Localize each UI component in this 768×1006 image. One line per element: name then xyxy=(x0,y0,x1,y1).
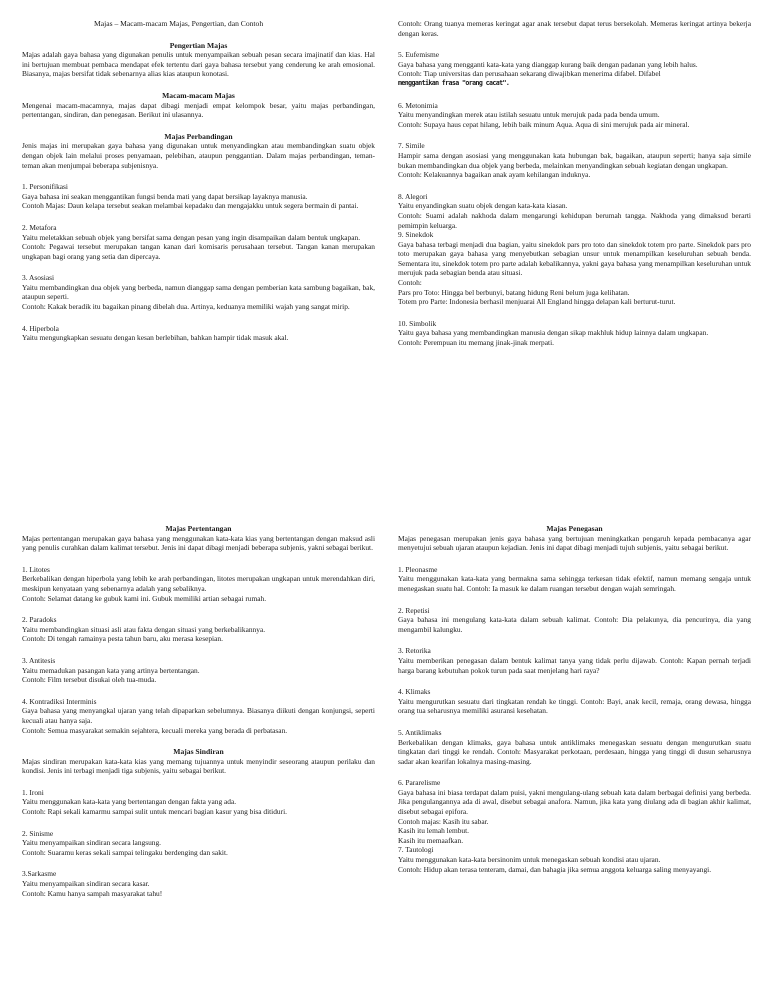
item-description: Yaitu membandingkan dua objek yang berbeda, namun dianggap sama dengan pemberian kata sambung bagaikan, bak, ataupun seperti. xyxy=(22,282,375,302)
item-description: Gaya bahasa ini seakan menggantikan fungsi benda mati yang dapat bersikap layaknya manusia. xyxy=(22,191,308,201)
item-title: 7. Simile xyxy=(398,141,425,151)
heading-macam-majas: Macam-macam Majas xyxy=(162,90,235,100)
item-text: Yaitu memberikan penegasan dalam bentuk kalimat tanya yang tidak perlu dijawab. Contoh: Kapan pernah terjadi harga barang kebutuhan pokok turun pada saat menjelang hari raya? xyxy=(398,655,751,675)
list-item-sarkasme xyxy=(22,869,375,898)
item-description: Yaitu gaya bahasa yang membandingkan manusia dengan sikap makhluk hidup lainnya dalam ungkapan. xyxy=(398,328,709,338)
item-title: 4. Hiperbola xyxy=(22,323,59,333)
item-title: 5. Antiklimaks xyxy=(398,727,442,737)
item-text: Gaya bahasa ini biasa terdapat dalam puisi, yakni mengulang-ulang sebuah kata dalam berbagai definisi yang berbeda. Jika pengulangannya ada di awal, disebut sebagai anafora. Namun, jika kata yang diulang ada di bagian akhir kalimat, disebut sebagai epifora. xyxy=(398,787,751,817)
item-example: Contoh: Film tersebut disukai oleh tua-muda. xyxy=(22,675,157,685)
list-item-simile xyxy=(398,141,751,179)
heading-majas-penegasan: Majas Penegasan xyxy=(546,524,603,533)
item-example: Contoh: Selamat datang ke gubuk kami ini. Gubuk memiliki artian sebagai rumah. xyxy=(22,593,267,603)
list-item-sinekdok xyxy=(398,230,751,307)
item-text: Yaitu mengurutkan sesuatu dari tingkatan rendah ke tinggi. Contoh: Bayi, anak kecil, remaja, orang dewasa, hingga orang tua seharusnya memiliki asuransi kesehatan. xyxy=(398,696,751,716)
heading-majas-sindiran: Majas Sindiran xyxy=(173,747,224,757)
list-item-simbolik xyxy=(398,319,751,348)
paragraph-penegasan: Majas penegasan merupakan jenis gaya bahasa yang bertujuan meningkatkan pengaruh kepada pembacanya agar menyetujui sebuah ujaran ataupun kejadian. Jenis ini dapat dibagi menjadi tujuh subjenis, yaitu sebagai berikut. xyxy=(398,533,751,553)
item-description: Yaitu menggunakan kata-kata yang bertentangan dengan fakta yang ada. xyxy=(22,797,237,807)
item-description: Yaitu menyandingkan merek atau istilah sesuatu untuk merujuk pada pada benda umum. xyxy=(398,110,660,120)
item-description: Gaya bahasa yang mengganti kata-kata yang dianggap kurang baik dengan padanan yang lebih halus. xyxy=(398,59,698,69)
item-description: Yaitu memadukan pasangan kata yang artinya bertentangan. xyxy=(22,665,200,675)
list-item-metonimia xyxy=(398,101,751,130)
item-title: 1. Ironi xyxy=(22,787,44,797)
item-description: Gaya bahasa terbagi menjadi dua bagian, yaitu sinekdok pars pro toto dan sinekdok totem pro parte. Sinekdok pars pro toto merupakan gaya bahasa yang menyebutkan sebagian unsur untuk menampilkan keseluruhan sebuah benda. Sementara itu, sinekdok totem pro parte adalah kebalikannya, yakni gaya bahasa yang menampilkan keseluruhan untuk merujuk pada sebagian benda atau situasi. xyxy=(398,239,751,278)
list-item-hiperbola xyxy=(22,324,375,343)
paragraph-macam: Mengenai macam-macamnya, majas dapat dibagi menjadi empat kelompok besar, yaitu majas perbandingan, pertentangan, sindiran, dan penegasan. Berikut ini ulasannya. xyxy=(22,100,375,120)
item-title: 5. Eufemisme xyxy=(398,50,440,60)
item-description: Yaitu menyampaikan sindiran secara kasar. xyxy=(22,879,150,889)
item-example: Contoh: Suaramu keras sekali sampai telingaku berdenging dan sakit. xyxy=(22,847,228,857)
paragraph-pertentangan: Majas pertentangan merupakan gaya bahasa yang menggunakan kata-kata kias yang bertentangan dengan maksud asli yang penulis curahkan dalam kalimat tersebut. Jenis ini dapat dibagi menjadi beberapa subjenis, yakni sebagai berikut. xyxy=(22,533,375,553)
list-item-alegori xyxy=(398,192,751,230)
item-description: Yaitu mengungkapkan sesuatu dengan kesan berlebihan, bahkan hampir tidak masuk akal. xyxy=(22,333,289,343)
item-example: Contoh Majas: Daun kelapa tersebut seakan melambai kepadaku dan mengajakku untuk segera bermain di pantai. xyxy=(22,201,359,211)
list-item-personifikasi xyxy=(22,182,375,211)
heading-majas-pertentangan: Majas Pertentangan xyxy=(165,524,232,533)
item-example: Contoh: Semua masyarakat semakin sejahtera, kecuali mereka yang berada di perbatasan. xyxy=(22,725,288,735)
column-bottom-right xyxy=(398,524,751,874)
list-item-ironi xyxy=(22,788,375,817)
item-title: 9. Sinekdok xyxy=(398,230,434,240)
item-description: Yaitu menyampaikan sindiran secara langsung. xyxy=(22,838,162,848)
document-title: Majas – Macam-macam Majas, Pengertian, dan Contoh xyxy=(94,19,264,28)
item-description: Yaitu meletakkan sebuah objek yang bersifat sama dengan pesan yang ingin disampaikan dalam bentuk ungkapan. xyxy=(22,232,361,242)
paragraph-pengertian: Majas adalah gaya bahasa yang digunakan penulis untuk menyampaikan sebuah pesan secara imajinatif dan kias. Hal ini bertujuan membuat pembaca mendapat efek tertentu dari gaya bahasa tersebut yang cenderung ke arah emosional. Biasanya, majas bersifat tidak sebenarnya alias kias ataupun konotasi. xyxy=(22,50,375,79)
item-description: Yaitu menggunakan kata-kata bersinonim untuk menegaskan sebuah kondisi atau ujaran. xyxy=(398,855,661,865)
list-item-kontradiksi-interminis xyxy=(22,697,375,735)
item-title: 8. Alegori xyxy=(398,191,428,201)
item-description: Yaitu enyandingkan suatu objek dengan kata-kata kiasan. xyxy=(398,201,568,211)
item-example-pars-pro-toto: Pars pro Toto: Hingga bel berbunyi, batang hidung Reni belum juga kelihatan. xyxy=(398,287,630,297)
item-example: Contoh: Perempuan itu memang jinak-jinak merpati. xyxy=(398,338,554,348)
list-item-paralelisme xyxy=(398,778,751,845)
item-example-3: Kasih itu memaafkan. xyxy=(398,835,464,845)
list-item-metafora xyxy=(22,223,375,261)
item-example-totem-pro-parte: Totem pro Parte: Indonesia berhasil menjuarai All England hingga delapan kali berturut-turut. xyxy=(398,297,676,307)
item-example: Contoh: Di tengah ramainya pesta tahun baru, aku merasa kesepian. xyxy=(22,634,223,644)
column-bottom-left xyxy=(22,524,375,898)
list-item-antitesis xyxy=(22,656,375,685)
item-title: 2. Paradoks xyxy=(22,615,57,625)
list-item-retorika xyxy=(398,646,751,675)
item-title: 4. Kontradiksi Interminis xyxy=(22,696,97,706)
list-item-sinisme xyxy=(22,829,375,858)
list-item-litotes xyxy=(22,565,375,603)
item-title: 4. Klimaks xyxy=(398,687,431,697)
item-title: 6. Pararelisme xyxy=(398,778,441,788)
item-example-label: Contoh: xyxy=(398,278,422,288)
item-example: Contoh: Hidup akan terasa tenteram, damai, dan bahagia jika semua anggota keluarga saling menyayangi. xyxy=(398,864,712,874)
list-item-tautologi xyxy=(398,845,751,874)
item-example: Contoh: Kakak beradik itu bagaikan pinang dibelah dua. Artinya, keduanya memiliki wajah yang sangat mirip. xyxy=(22,302,350,312)
item-example-1: Contoh majas: Kasih itu sabar. xyxy=(398,816,489,826)
item-title: 3. Antitesis xyxy=(22,655,56,665)
paragraph-perbandingan: Jenis majas ini merupakan gaya bahasa yang digunakan untuk menyandingkan atau membandingkan suatu objek dengan objek lain melalui proses penyamaan, pelebihan, ataupun penggantian. Dalam majas perbandingan, teman-teman akan menjumpai beberapa subjenisnya. xyxy=(22,141,375,170)
item-text: Yaitu menggunakan kata-kata yang bermakna sama sehingga terkesan tidak efektif, namun memang sengaja untuk menegaskan suatu hal. Contoh: Ia masuk ke dalam ruangan tersebut dengan wajah semringah. xyxy=(398,574,751,593)
list-item-repetisi xyxy=(398,606,751,635)
item-example: Contoh: Suami adalah nakhoda dalam mengarungi kehidupan berumah tangga. Nakhoda yang dimaksud berarti pemimpin keluarga. xyxy=(398,210,751,230)
list-item-antiklimaks xyxy=(398,728,751,766)
paragraph-sindiran: Majas sindiran merupakan kata-kata kias yang memang tujuannya untuk menyindir seseorang ataupun perilaku dan kondisi. Jenis ini terbagi menjadi tiga subjenis, yaitu sebagai berikut. xyxy=(22,756,375,776)
item-text: Gaya bahasa ini mengulang kata-kata dalam sebuah kalimat. Contoh: Dia pelakunya, dia pencurinya, dia yang mengambil kalungku. xyxy=(398,615,751,634)
item-title: 1. Personifikasi xyxy=(22,182,68,192)
item-example-garbled: menggantikan frasa "orang cacat". xyxy=(398,78,510,87)
item-description: Yaitu membandingkan situasi asli atau fakta dengan situasi yang berkebalikannya. xyxy=(22,624,266,634)
item-title: 3. Asosiasi xyxy=(22,273,55,283)
paragraph-hiperbola-example: Contoh: Orang tuanya memeras keringat agar anak tersebut dapat terus bersekolah. Memeras keringat artinya bekerja dengan keras. xyxy=(398,19,751,38)
item-title: 7. Tautologi xyxy=(398,845,434,855)
item-example: Contoh: Tiap universitas dan perusahaan sekarang diwajibkan menerima difabel. Difabel xyxy=(398,69,661,79)
list-item-pleonasme xyxy=(398,565,751,594)
item-description: Gaya bahasa yang menyangkal ujaran yang telah dipaparkan sebelumnya. Biasanya diikuti dengan konjungsi, seperti kecuali atau hanya saja. xyxy=(22,706,375,725)
item-title: 1. Litotes xyxy=(22,564,50,574)
item-title: 10. Simbolik xyxy=(398,318,437,328)
heading-majas-perbandingan: Majas Perbandingan xyxy=(164,131,233,141)
list-item-klimaks xyxy=(398,687,751,716)
list-item-asosiasi xyxy=(22,273,375,311)
item-text: Berkebalikan dengan klimaks, gaya bahasa untuk antiklimaks menegaskan sesuatu dengan mengurutkan suatu tingkatan dari tinggi ke rendah. Contoh: Masyarakat perkotaan, perdesaan, hingga yang tinggi di dusun seharusnya sadar akan kearifan lokalnya masing-masing. xyxy=(398,737,751,766)
item-title: 2. Sinisme xyxy=(22,828,54,838)
item-example: Contoh: Kelakuannya bagaikan anak ayam kehilangan induknya. xyxy=(398,170,591,180)
item-example: Contoh: Rapi sekali kamarmu sampai sulit untuk mencari bagian kasur yang bisa ditiduri. xyxy=(22,807,287,817)
column-top-right xyxy=(398,19,751,360)
item-example: Contoh: Pegawai tersebut merupakan tangan kanan dari komisaris perusahaan tersebut. Tangan kanan merupakan ungkapan bagi orang yang setia dan dipercaya. xyxy=(22,242,375,261)
item-example-2: Kasih itu lemah lembut. xyxy=(398,826,470,836)
item-title: 2. Repetisi xyxy=(398,605,430,615)
item-title: 3.Sarkasme xyxy=(22,869,57,879)
list-item-eufemisme xyxy=(398,50,751,88)
item-description: Hampir sama dengan asosiasi yang menggunakan kata hubungan bak, bagaikan, ataupun seperti; hanya saja simile bukan membandingkan dua objek yang berbeda, melainkan menyandingkan sebuah kegiatan dengan ungkapan. xyxy=(398,150,751,170)
column-top-left xyxy=(22,19,375,355)
item-example: Contoh: Supaya haus cepat hilang, lebih baik minum Aqua. Aqua di sini merujuk pada air mineral. xyxy=(398,119,690,129)
item-description: Berkebalikan dengan hiperbola yang lebih ke arah perbandingan, litotes merupakan ungkapan untuk merendahkan diri, meskipun kenyataan yang sebenarnya adalah yang sebaliknya. xyxy=(22,574,375,593)
item-example: Contoh: Kamu hanya sampah masyarakat tahu! xyxy=(22,888,163,898)
item-title: 1. Pleonasme xyxy=(398,564,438,574)
list-item-paradoks xyxy=(22,615,375,644)
heading-pengertian-majas: Pengertian Majas xyxy=(169,40,228,50)
item-title: 3. Retorika xyxy=(398,646,431,656)
item-title: 6. Metonimia xyxy=(398,100,438,110)
item-title: 2. Metafora xyxy=(22,222,57,232)
